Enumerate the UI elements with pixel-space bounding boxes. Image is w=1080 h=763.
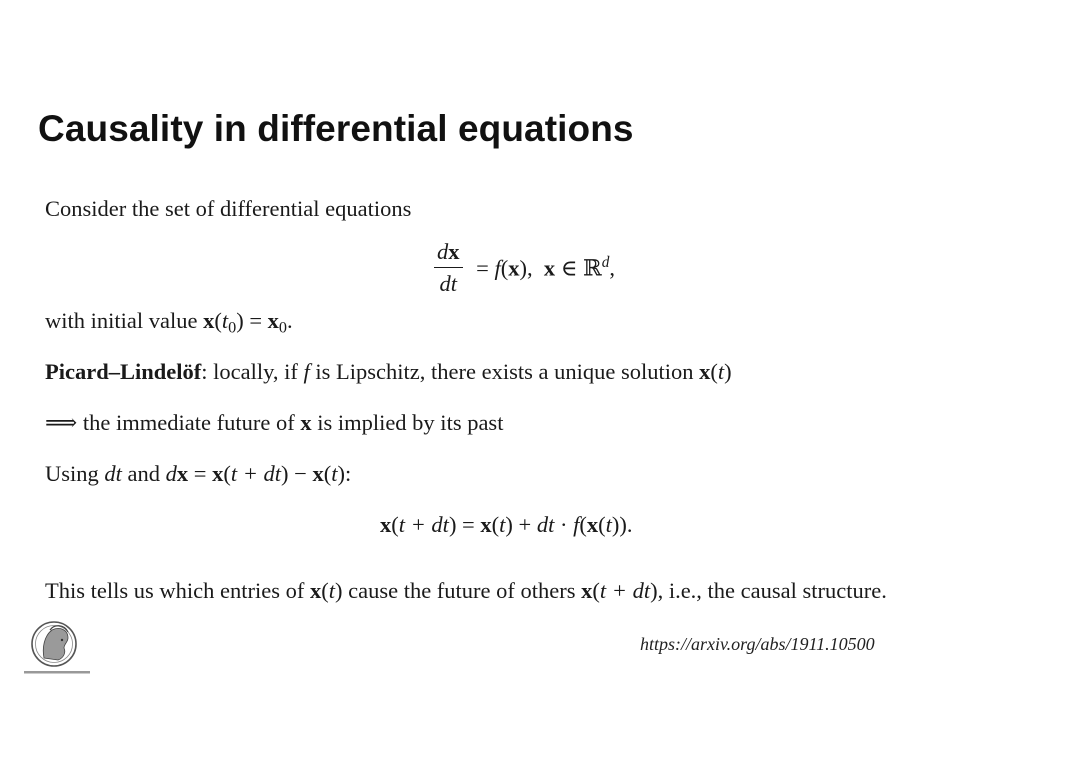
implies-arrow-icon: ⟹	[45, 410, 78, 435]
euler-intro-line: Using dt and dx = x(t + dt) − x(t):	[45, 461, 352, 486]
derivative-fraction	[434, 239, 463, 297]
euler-step-equation: x(t + dt) = x(t) + dt · f(x(t)).	[380, 512, 633, 537]
initial-value-line: with initial value $x(t_0) = x_0$.	[45, 308, 293, 337]
intro-line: Consider the set of differential equations	[45, 196, 412, 221]
theorem-name: Picard–Lindelöf	[45, 359, 202, 384]
ode-rhs: = f(x), x ∈ ℝ$^d$,	[470, 254, 615, 281]
fraction-denominator: dt	[439, 271, 457, 296]
arxiv-reference-link[interactable]: https://arxiv.org/abs/1911.10500	[640, 634, 875, 654]
picard-lindelof-line: Picard–Lindelöf: locally, if f is Lipschitz, there exists a unique solution x(t)	[45, 359, 732, 384]
implication-line: ⟹ the immediate future of x is implied by its past	[45, 410, 504, 435]
slide-title: Causality in differential equations	[38, 108, 634, 149]
ode-equation	[434, 238, 615, 298]
max-planck-minerva-logo-icon	[22, 618, 92, 678]
causal-structure-line: This tells us which entries of x(t) cause the future of others x(t + dt), i.e., the causal structure.	[45, 578, 887, 603]
fraction-numerator: dx	[434, 239, 463, 268]
